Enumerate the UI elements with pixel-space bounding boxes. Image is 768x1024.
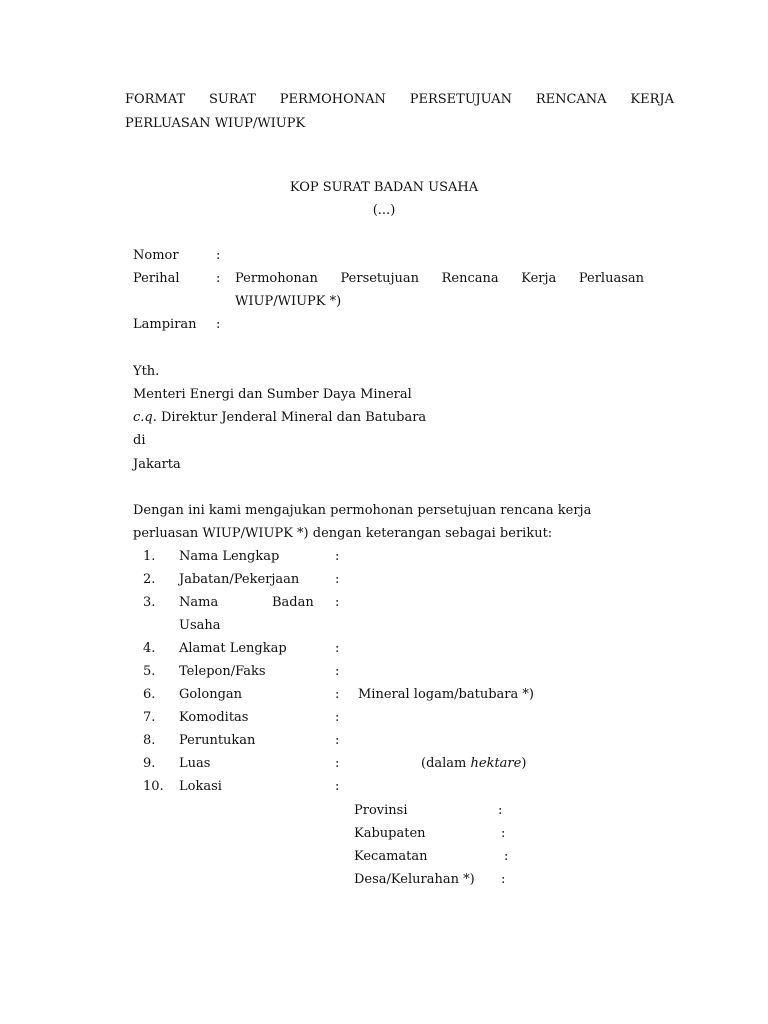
item-number: 3. bbox=[143, 595, 156, 610]
perihal-colon: : bbox=[216, 271, 221, 286]
recipient-di: di bbox=[133, 433, 146, 448]
item-number: 6. bbox=[143, 687, 156, 702]
perihal-text-line-1: Permohonan Persetujuan Rencana Kerja Perluasan bbox=[235, 271, 644, 286]
intro-line-2: perluasan WIUP/WIUPK *) dengan keterangan sebagai berikut: bbox=[133, 526, 553, 541]
item-colon: : bbox=[335, 687, 340, 702]
item-label: Alamat Lengkap bbox=[179, 641, 287, 656]
item-label: Golongan bbox=[179, 687, 243, 702]
document-title-line-1: FORMAT SURAT PERMOHONAN PERSETUJUAN RENCANA KERJA bbox=[125, 92, 674, 107]
item-colon: : bbox=[335, 779, 340, 794]
perihal-label: Perihal bbox=[133, 271, 180, 286]
item-colon: : bbox=[335, 664, 340, 679]
item-label: Usaha bbox=[179, 618, 221, 633]
recipient-yth: Yth. bbox=[133, 364, 160, 379]
item-number: 1. bbox=[143, 549, 156, 564]
item-colon: : bbox=[335, 733, 340, 748]
letterhead-label: KOP SURAT BADAN USAHA bbox=[289, 180, 479, 195]
recipient-cq: c.q. bbox=[133, 410, 157, 425]
item-colon: : bbox=[335, 641, 340, 656]
perihal-text-line-2: WIUP/WIUPK *) bbox=[235, 294, 342, 309]
item-label: Jabatan/Pekerjaan bbox=[179, 572, 300, 587]
item-number: 2. bbox=[143, 572, 156, 587]
recipient-city: Jakarta bbox=[133, 457, 181, 472]
item-value bbox=[421, 756, 526, 771]
nomor-label: Nomor bbox=[133, 248, 179, 263]
location-colon: : bbox=[501, 826, 506, 841]
item-label: Nama Lengkap bbox=[179, 549, 280, 564]
location-colon: : bbox=[498, 803, 503, 818]
item-number: 8. bbox=[143, 733, 156, 748]
item-colon: : bbox=[335, 756, 340, 771]
item-label: Nama bbox=[179, 595, 219, 610]
item-label: Badan bbox=[272, 595, 314, 610]
letterhead-placeholder: (...) bbox=[372, 203, 396, 218]
item-colon: : bbox=[335, 710, 340, 725]
location-kabupaten-label: Kabupaten bbox=[354, 826, 426, 841]
lampiran-colon: : bbox=[216, 317, 221, 332]
lampiran-label: Lampiran bbox=[133, 317, 197, 332]
area-unit-open: (dalam bbox=[421, 756, 471, 771]
item-number: 5. bbox=[143, 664, 156, 679]
location-colon: : bbox=[504, 849, 509, 864]
item-label: Luas bbox=[179, 756, 211, 771]
area-unit-close: ) bbox=[521, 756, 527, 771]
recipient-cq-line bbox=[133, 410, 426, 425]
item-number: 4. bbox=[143, 641, 156, 656]
intro-line-1: Dengan ini kami mengajukan permohonan persetujuan rencana kerja bbox=[133, 503, 592, 518]
location-colon: : bbox=[501, 872, 506, 887]
item-value: Mineral logam/batubara *) bbox=[358, 687, 534, 702]
item-label: Telepon/Faks bbox=[179, 664, 266, 679]
item-number: 9. bbox=[143, 756, 156, 771]
item-number: 7. bbox=[143, 710, 156, 725]
recipient-minister: Menteri Energi dan Sumber Daya Mineral bbox=[133, 387, 412, 402]
location-provinsi-label: Provinsi bbox=[354, 803, 408, 818]
item-number: 10. bbox=[143, 779, 164, 794]
item-colon: : bbox=[335, 572, 340, 587]
document-title-line-2: PERLUASAN WIUP/WIUPK bbox=[125, 116, 306, 131]
item-colon: : bbox=[335, 549, 340, 564]
location-kecamatan-label: Kecamatan bbox=[354, 849, 428, 864]
item-colon: : bbox=[335, 595, 340, 610]
item-label: Peruntukan bbox=[179, 733, 256, 748]
nomor-colon: : bbox=[216, 248, 221, 263]
item-label: Lokasi bbox=[179, 779, 222, 794]
item-label: Komoditas bbox=[179, 710, 249, 725]
location-desa-label: Desa/Kelurahan *) bbox=[354, 872, 475, 887]
recipient-director: Direktur Jenderal Mineral dan Batubara bbox=[156, 410, 427, 425]
area-unit-italic: hektare bbox=[470, 756, 522, 771]
